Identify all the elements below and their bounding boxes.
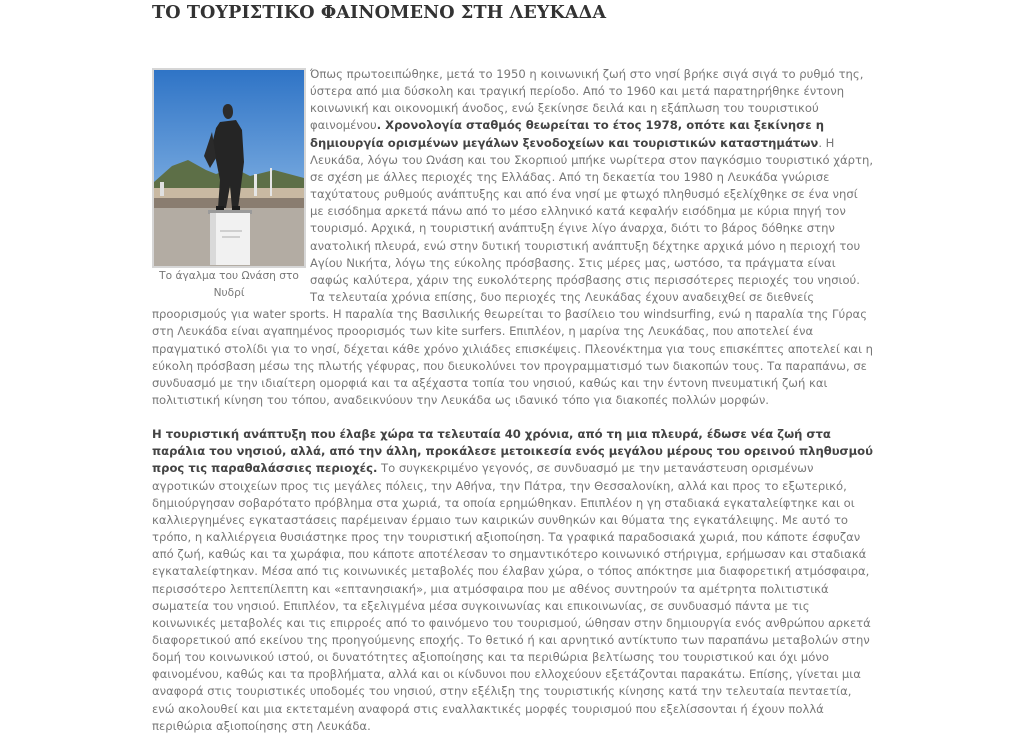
paragraph-2-highlight: Η τουριστική ανάπτυξη που έλαβε χώρα τα τελευταία 40 χρόνια, από τη μια πλευρά, έδωσε νέα ζωή στα παράλια του νησιού, αλλά, από την άλλη, προκάλεσε μετοικεσία ενός μεγάλου μέρους του ορεινού πληθυσμού προς τις παραθαλάσσιες περιοχές.	[152, 427, 873, 476]
article-body	[152, 66, 874, 735]
paragraph-1-intro-dot: .	[376, 118, 382, 133]
paragraph-1-body: . Η Λευκάδα, λόγω του Ωνάση και του Σκορπιού μπήκε νωρίτερα στον παγκόσμιο τουριστικό χάρτη, σε σχέση με άλλες περιοχές της Ελλάδας. Από τη δεκαετία του 1980 η Λευκάδα γνώρισε ταχύτατους ρυθμούς ανάπτυξης και από ένα νησί με φτωχό πληθυσμό εξελίχθηκε σε ένα νησί με εισόδημα αρκετά πάνω από το μέσο ελληνικό κατά κεφαλήν εισόδημα με κύρια πηγή τον τουρισμό. Αρχικά, η τουριστική ανάπτυξη έγινε λίγο άναρχα, διότι το βάρος δόθηκε στην ανατολική πλευρά, ενώ στην δυτική τουριστική ανάπτυξη δέχτηκε αρχικά μόνο η περιοχή του Αγίου Νικήτα, λόγω της εύκολης πρόσβασης. Στις μέρες μας, ωστόσο, τα πράγματα είναι σαφώς καλύτερα, χάριν της ευκολότερης πρόσβασης στις περισσότερες περιοχές του νησιού. Τα τελευταία χρόνια επίσης, δυο περιοχές της Λευκάδας έχουν αναδειχθεί σε διεθνείς προορισμούς για water sports. Η παραλία της Βασιλικής θεωρείται το βασίλειο του windsurfing, ενώ η παραλία της Γύρας στη Λευκάδα είναι αγαπημένος προορισμός των kite surfers. Επιπλέον, η μαρίνα της Λευκάδας, που αποτελεί ένα πραγματικό στολίδι για το νησί, δέχεται κάθε χρόνο χιλιάδες επισκέψεις. Πλεονέκτημα για τους επισκέπτες αποτελεί και η εύκολη πρόσβαση μέσω της πλωτής γέφυρας, που διευκολύνει τον προγραμματισμό των διακοπών τους. Τα παραπάνω, σε συνδυασμό με την ιδιαίτερη ομορφιά και τα αξέχαστα τοπία του νησιού, καθώς και την έντονη πνευματική ζωή και πολιτιστική κίνηση του τόπου, αναδεικνύουν την Λευκάδα ως ιδανικό τόπο για διακοπές πολλών μορφών.	[152, 135, 874, 407]
statue-of-onassis-photo[interactable]	[152, 68, 306, 268]
paragraph-2	[152, 426, 874, 735]
paragraph-1-intro: Όπως πρωτοειπώθηκε, μετά το 1950 η κοινωνική ζωή στο νησί βρήκε σιγά σιγά το ρυθμό της, ύστερα από μια δύσκολη και τραγική περίοδο. Από το 1960 και μετά παρατηρήθηκε έντονη κοινωνική και οικονομική άνοδος, ενώ ξεκίνησε δειλά και η εξάπλωση του τουριστικού φαινομένου	[310, 67, 864, 133]
paragraph-2-body: Το συγκεκριμένο γεγονός, σε συνδυασμό με την μετανάστευση ορισμένων αγροτικών στοιχείων προς τις μεγάλες πόλεις, την Αθήνα, την Πάτρα, την Θεσσαλονίκη, αλλά και προς το εξωτερικό, δημιούργησαν σοβαρότατο πρόβλημα στα χωριά, τα οποία ερημώθηκαν. Επιπλέον η γη σταδιακά εγκαταλείφτηκε και οι καλλιεργημένες εγκαταστάσεις παρέμειναν έρμαιο των καιρικών συνθηκών και θύματα της εγκατάλειψης. Με αυτό το τρόπο, η καλλιέργεια θυσιάστηκε προς την τουριστική αξιοποίηση. Τα γραφικά παραδοσιακά χωριά, που κάποτε έσφυζαν από ζωή, καθώς και τα χωράφια, που κάποτε αποτέλεσαν το σημαντικότερο κοινωνικό στήριγμα, ερήμωσαν και σταδιακά εγκαταλείφτηκαν. Μέσα από τις κοινωνικές μεταβολές που έλαβαν χώρα, ο τόπος απόκτησε μια διαφορετική ατμόσφαιρα, περισσότερο λεπτεπίλεπτη και «επτανησιακή», μια ατμόσφαιρα που με αθένος συντηρούν τα αμέτρητα πολιτιστικά σωματεία του νησιού. Επιπλέον, τα εξελιγμένα μέσα συγκοινωνίας και επικοινωνίας, σε συνδυασμό πάντα με τις κοινωνικές μεταβολές και τις επιρροές από το φαινόμενο του τουρισμού, ώθησαν στην δημιουργία ενός ανθρώπου αρκετά διαφορετικού από εκείνου της προηγούμενης εποχής. Το θετικό ή και αρνητικό αντίκτυπο των παραπάνω μεταβολών στην δομή του κοινωνικού ιστού, οι δυνατότητες αξιοποίησης και τα περιθώρια βελτίωσης του τουριστικού και όχι μόνο φαινομένου, καθώς και τα προβλήματα, αλλά και οι κίνδυνοι που ελλοχεύουν εξετάζονται παρακάτω. Επίσης, γίνεται μια αναφορά στις τουριστικές υποδομές του νησιού, στην εξέλιξη της τουριστικής κίνησης κατά την τελευταία πενταετία, ενώ ακολουθεί και μια εκτεταμένη αναφορά στις εναλλακτικές μορφές τουρισμού που εξελίσσονται ή έχουν πολλά περιθώρια αξιοποίησης στη Λευκάδα.	[152, 461, 871, 733]
figure-caption: Το άγαλμα του Ωνάση στο Νυδρί	[159, 270, 299, 299]
article-figure	[152, 68, 306, 301]
paragraph-1-highlight: Χρονολογία σταθμός θεωρείται το έτος 1978, οπότε και ξεκίνησε η δημιουργία ορισμένων μεγάλων ξενοδοχείων και τουριστικών καταστημάτων	[310, 118, 824, 150]
page-title: ΤΟ ΤΟΥΡΙΣΤΙΚΟ ΦΑΙΝΟΜΕΝΟ ΣΤΗ ΛΕΥΚΑΔΑ	[152, 2, 607, 23]
